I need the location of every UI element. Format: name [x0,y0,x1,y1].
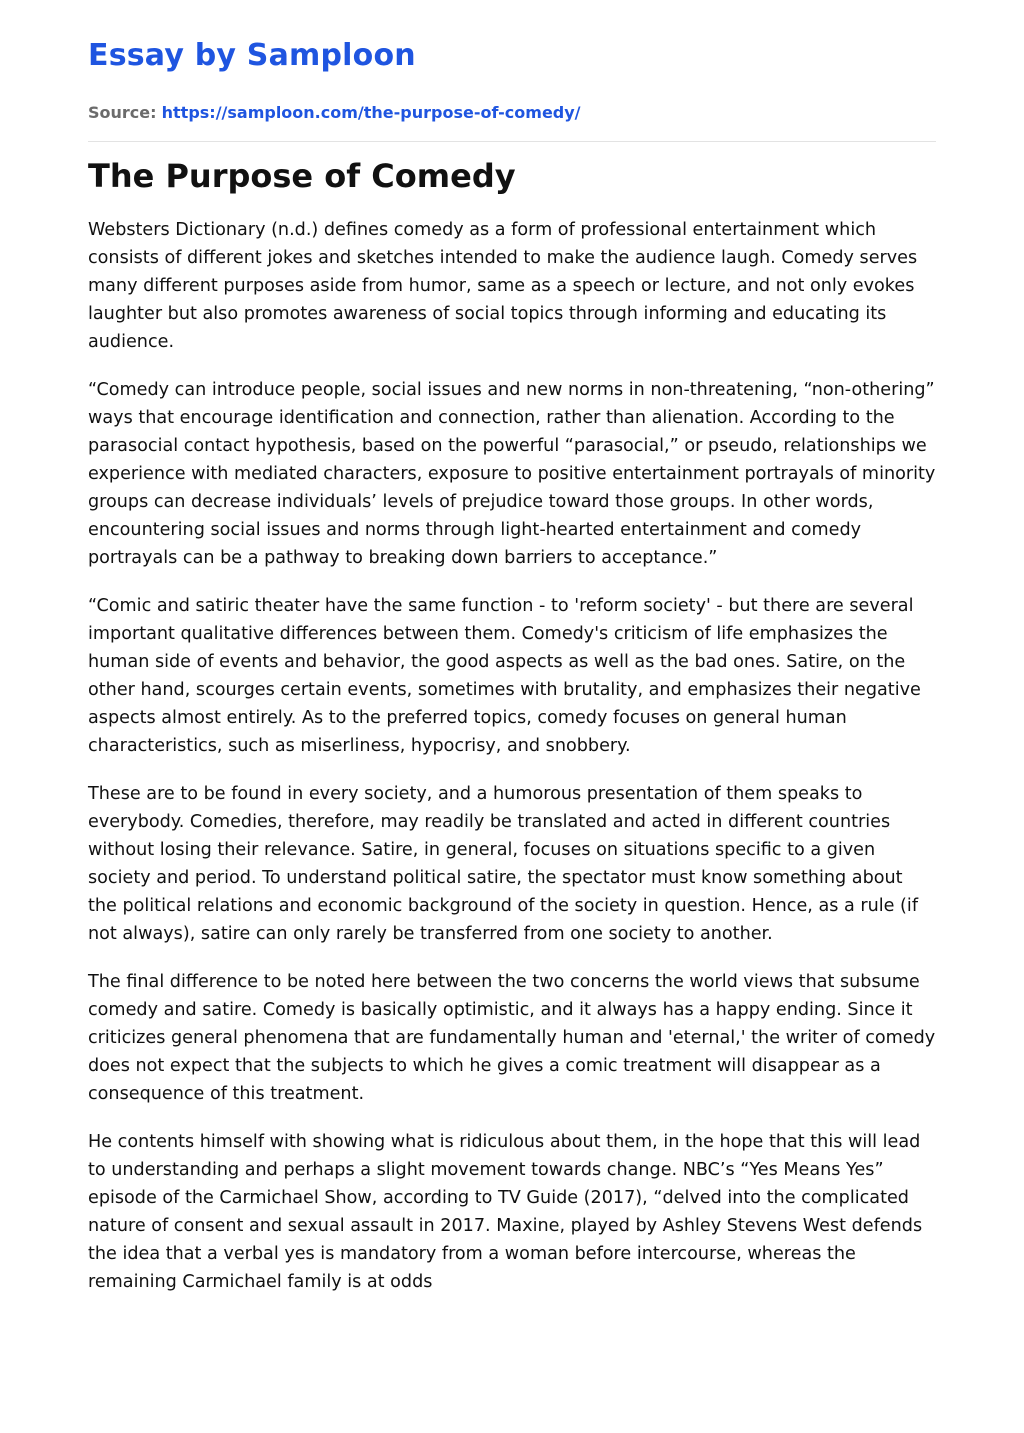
header-divider [88,141,936,142]
source-link[interactable]: https://samploon.com/the-purpose-of-comedy/ [161,103,581,122]
essay-paragraph-6: He contents himself with showing what is ridiculous about them, in the hope that this will lead to understanding and perhaps a slight movement towards change. NBC’s “Yes Means Yes” episode of the Carmichael Show, according to TV Guide (2017), “delved into the complicated nature of consent and sexual assault in 2017. Maxine, played by Ashley Stevens West defends the idea that a verbal yes is mandatory from a woman before intercourse, whereas the remaining Carmichael family is at odds [88,1132,923,1292]
essay-title: The Purpose of Comedy [88,157,516,195]
source-label: Source: [88,103,157,122]
essay-paragraph-4: These are to be found in every society, and a humorous presentation of them speaks to everybody. Comedies, therefore, may readily be translated and acted in different countries without losing their relevance. Satire, in general, focuses on situations specific to a given society and period. To understand political satire, the spectator must know something about the political relations and economic background of the society in question. Hence, as a rule (if not always), satire can only rarely be transferred from one society to another. [88,784,919,944]
source-line [88,102,936,124]
essay-paragraph-3: “Comic and satiric theater have the same function - to 'reform society' - but there are several important qualitative differences between them. Comedy's criticism of life emphasizes the human side of events and behavior, the good aspects as well as the bad ones. Satire, on the other hand, scourges certain events, sometimes with brutality, and emphasizes their negative aspects almost entirely. As to the preferred topics, comedy focuses on general human characteristics, such as miserliness, hypocrisy, and snobbery. [88,596,921,756]
essay-paragraph-5: The final difference to be noted here between the two concerns the world views that subsume comedy and satire. Comedy is basically optimistic, and it always has a happy ending. Since it criticizes general phenomena that are fundamentally human and 'eternal,' the writer of comedy does not expect that the subjects to which he gives a comic treatment will disappear as a consequence of this treatment. [88,972,936,1104]
essay-body [88,216,936,1296]
brand-title: Essay by Samploon [88,38,416,73]
essay-paragraph-2: “Comedy can introduce people, social issues and new norms in non-threatening, “non-othering” ways that encourage identification and connection, rather than alienation. According to the parasocial contact hypothesis, based on the powerful “parasocial,” or pseudo, relationships we experience with mediated characters, exposure to positive entertainment portrayals of minority groups can decrease individuals’ levels of prejudice toward those groups. In other words, encountering social issues and norms through light-hearted entertainment and comedy portrayals can be a pathway to breaking down barriers to acceptance.” [88,380,936,568]
essay-paragraph-1: Websters Dictionary (n.d.) defines comedy as a form of professional entertainment which consists of different jokes and sketches intended to make the audience laugh. Comedy serves many different purposes aside from humor, same as a speech or lecture, and not only evokes laughter but also promotes awareness of social topics through informing and educating its audience. [88,220,918,352]
